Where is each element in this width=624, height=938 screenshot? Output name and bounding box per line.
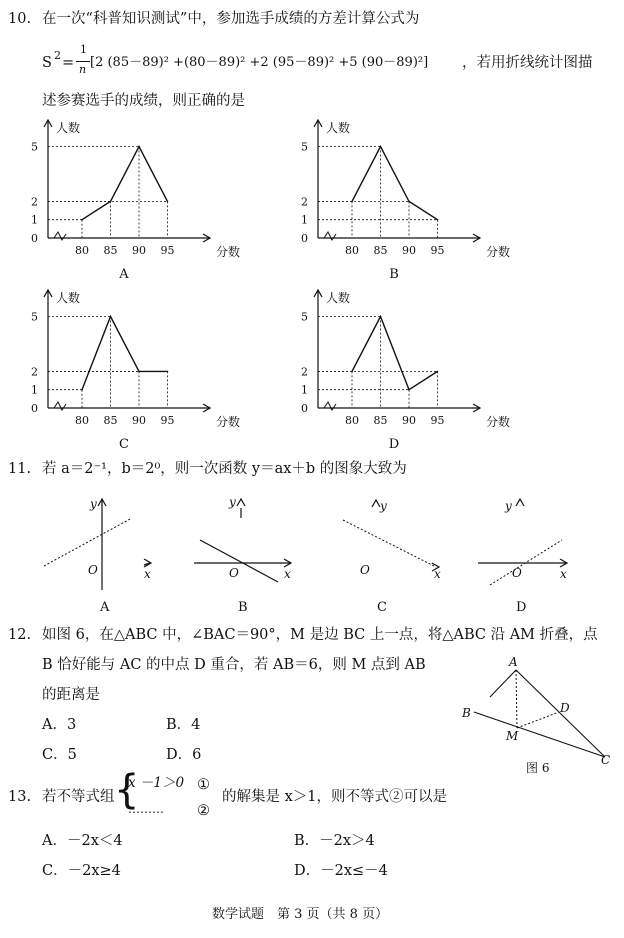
chart-a-xtick-90: 90 bbox=[132, 244, 146, 257]
q13-option-c: C．－2x≥4 bbox=[42, 863, 121, 879]
q13-option-b: B．－2x＞4 bbox=[294, 833, 375, 849]
chart-b-xtick-90: 90 bbox=[402, 244, 416, 257]
chart-d-ylabel: 人数 bbox=[326, 291, 351, 305]
chart-a-xtick-80: 80 bbox=[75, 244, 89, 257]
q13-number: 13. bbox=[8, 789, 32, 805]
chart-c-ytick-1: 1 bbox=[31, 383, 38, 397]
q12-point-m: M bbox=[506, 729, 519, 743]
chart-a-ytick-5: 5 bbox=[31, 140, 38, 154]
q10-number: 10. bbox=[8, 11, 32, 27]
q11-text: 若 a＝2⁻¹，b＝2⁰，则一次函数 y＝ax＋b 的图象大致为 bbox=[42, 461, 407, 477]
q12-point-d: D bbox=[560, 701, 570, 715]
chart-c-xtick-80: 80 bbox=[75, 414, 89, 427]
chart-b-ytick-1: 1 bbox=[301, 213, 308, 227]
q11-b-x: x bbox=[284, 567, 291, 581]
chart-c-xtick-85: 85 bbox=[103, 414, 118, 427]
q11-b-label: B bbox=[238, 600, 248, 615]
chart-b-ytick-0: 0 bbox=[301, 232, 308, 245]
q12-option-d: D．6 bbox=[166, 747, 202, 763]
q13-ineq1: x －1＞0 bbox=[128, 775, 185, 791]
chart-d-xlabel: 分数 bbox=[486, 415, 511, 429]
chart-d-label: D bbox=[388, 437, 400, 452]
chart-c-ytick-2: 2 bbox=[31, 365, 38, 379]
q11-d-o: O bbox=[512, 566, 522, 580]
q12-line2: B 恰好能与 AC 的中点 D 重合，若 AB＝6，则 M 点到 AB bbox=[42, 657, 426, 673]
q12-line3: 的距离是 bbox=[42, 687, 100, 703]
q10-formula-eq: = bbox=[62, 55, 75, 71]
chart-c-ytick-0: 0 bbox=[31, 402, 38, 415]
q13-ineq2: ……… bbox=[128, 802, 164, 816]
q12-point-b: B bbox=[462, 706, 471, 720]
q13-prefix: 若不等式组 bbox=[42, 789, 115, 805]
chart-b-ylabel: 人数 bbox=[326, 121, 351, 135]
q13-option-a: A．－2x＜4 bbox=[42, 833, 123, 849]
chart-a-xtick-85: 85 bbox=[103, 244, 118, 257]
q12-option-c: C．5 bbox=[42, 747, 77, 763]
chart-d-ytick-1: 1 bbox=[301, 383, 308, 397]
q10-formula-sup: 2 bbox=[54, 49, 61, 62]
chart-c-label: C bbox=[119, 437, 129, 452]
q10-formula-num: 1 bbox=[80, 43, 87, 56]
q11-b-y: y bbox=[229, 495, 236, 509]
chart-c-xtick-95: 95 bbox=[160, 414, 175, 427]
q12-figure-label: 图 6 bbox=[526, 761, 550, 775]
chart-b-xtick-95: 95 bbox=[430, 244, 445, 257]
chart-d-ytick-0: 0 bbox=[301, 402, 308, 415]
q10-formula-tail: ，若用折线统计图描 bbox=[462, 55, 593, 71]
chart-d-xtick-80: 80 bbox=[345, 414, 359, 427]
chart-d-xtick-90: 90 bbox=[402, 414, 416, 427]
q11-c-label: C bbox=[377, 600, 387, 615]
q11-a-y: y bbox=[90, 497, 97, 511]
q10-formula-s: S bbox=[42, 55, 52, 71]
chart-c-ytick-5: 5 bbox=[31, 310, 38, 324]
q12-point-c: C bbox=[601, 753, 611, 767]
chart-a-ytick-0: 0 bbox=[31, 232, 38, 245]
chart-b-ytick-2: 2 bbox=[301, 195, 308, 209]
q11-c-y: y bbox=[380, 499, 387, 513]
chart-d-ytick-2: 2 bbox=[301, 365, 308, 379]
chart-a-xtick-95: 95 bbox=[160, 244, 175, 257]
q11-c-o: O bbox=[360, 563, 370, 577]
chart-b-xtick-85: 85 bbox=[373, 244, 388, 257]
q12-option-a: A．3 bbox=[42, 717, 77, 733]
q13-suffix: 的解集是 x＞1，则不等式②可以是 bbox=[222, 789, 448, 805]
q11-d-x: x bbox=[560, 567, 567, 581]
chart-c-xlabel: 分数 bbox=[216, 415, 241, 429]
q11-a-o: O bbox=[88, 563, 98, 577]
chart-d-xtick-95: 95 bbox=[430, 414, 445, 427]
chart-a-ylabel: 人数 bbox=[56, 121, 81, 135]
q10-line3: 述参赛选手的成绩，则正确的是 bbox=[42, 93, 245, 109]
chart-c-xtick-90: 90 bbox=[132, 414, 146, 427]
q11-a-x: x bbox=[144, 567, 151, 581]
q12-option-b: B．4 bbox=[166, 717, 201, 733]
chart-d-xtick-85: 85 bbox=[373, 414, 388, 427]
q12-point-a: A bbox=[509, 655, 518, 669]
q11-a-label: A bbox=[100, 600, 110, 615]
q11-d-label: D bbox=[516, 600, 527, 615]
page-footer: 数学试题 第 3 页（共 8 页） bbox=[212, 907, 389, 922]
chart-a-label: A bbox=[119, 267, 129, 282]
q10-line1: 在一次“科普知识测试”中，参加选手成绩的方差计算公式为 bbox=[42, 11, 420, 27]
chart-a-ytick-1: 1 bbox=[31, 213, 38, 227]
chart-d-ytick-5: 5 bbox=[301, 310, 308, 324]
q11-d-y: y bbox=[505, 499, 512, 513]
q11-b-o: O bbox=[229, 566, 239, 580]
q13-mark1: ① bbox=[197, 777, 210, 793]
chart-b-label: B bbox=[389, 267, 399, 282]
q12-number: 12. bbox=[8, 627, 32, 643]
q11-c-x: x bbox=[434, 567, 441, 581]
q13-option-d: D．－2x≤－4 bbox=[294, 863, 388, 879]
chart-b-xtick-80: 80 bbox=[345, 244, 359, 257]
chart-a-ytick-2: 2 bbox=[31, 195, 38, 209]
q13-mark2: ② bbox=[197, 803, 210, 819]
q12-line1: 如图 6，在△ABC 中，∠BAC＝90°，M 是边 BC 上一点，将△ABC 沿 AM 折叠，点 bbox=[42, 627, 598, 643]
q10-formula-den: n bbox=[79, 63, 87, 76]
q11-number: 11. bbox=[8, 461, 32, 477]
chart-a-xlabel: 分数 bbox=[216, 245, 241, 259]
chart-b-xlabel: 分数 bbox=[486, 245, 511, 259]
q13-brace: { bbox=[114, 767, 140, 813]
q10-formula-body: [2 (85－89)² +(80－89)² +2 (95－89)² +5 (90－89)²] bbox=[90, 55, 429, 70]
chart-c-ylabel: 人数 bbox=[56, 291, 81, 305]
chart-b-ytick-5: 5 bbox=[301, 140, 308, 154]
